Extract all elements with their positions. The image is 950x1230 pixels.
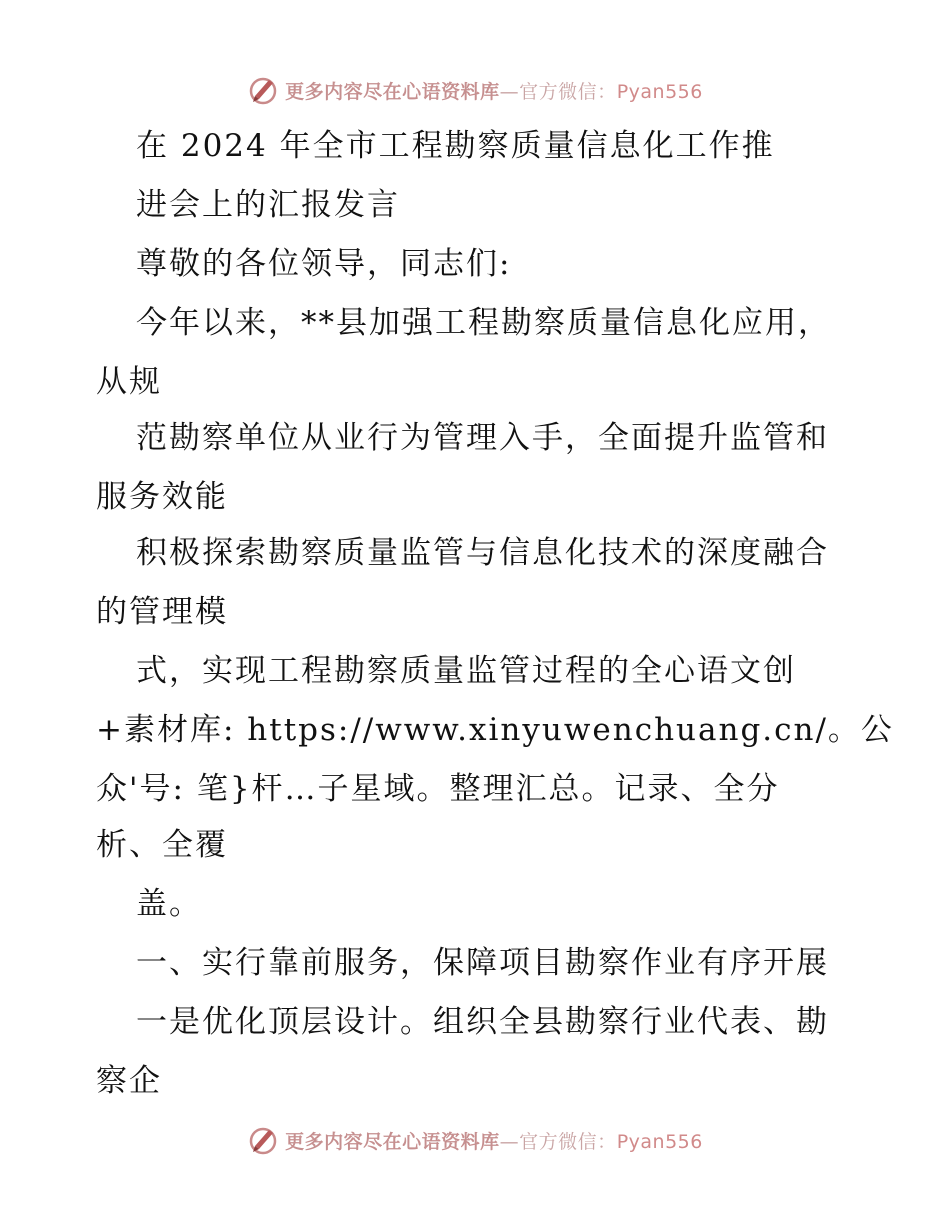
doc-paragraph-line: +素材库: https://www.xinyuwenchuang.cn/。公 <box>96 712 894 748</box>
watermark-separator: —官方微信： <box>499 80 617 103</box>
watermark-text <box>285 77 703 104</box>
doc-paragraph-line: 盖。 <box>136 886 202 922</box>
watermark-banner-top <box>0 70 950 110</box>
brush-logo-icon <box>247 1124 279 1156</box>
doc-paragraph-line: 众'号: 笔}杆…子星域。整理汇总。记录、全分 <box>96 771 780 807</box>
doc-paragraph-line: 的管理模 <box>96 594 228 630</box>
watermark-wechat-id: Pyan556 <box>616 80 703 103</box>
doc-paragraph-line: 一是优化顶层设计。组织全县勘察行业代表、勘 <box>136 1004 829 1040</box>
watermark-separator: —官方微信： <box>499 1130 617 1153</box>
doc-paragraph-line: 式，实现工程勘察质量监管过程的全心语文创 <box>136 653 796 689</box>
doc-paragraph-line: 今年以来，**县加强工程勘察质量信息化应用， <box>136 305 831 341</box>
watermark-wechat-id: Pyan556 <box>616 1130 703 1153</box>
watermark-brand: 更多内容尽在心语资料库 <box>285 80 500 103</box>
doc-title-line-1: 在 2024 年全市工程勘察质量信息化工作推 <box>136 128 775 164</box>
doc-paragraph-line: 从规 <box>96 364 162 400</box>
watermark-brand: 更多内容尽在心语资料库 <box>285 1130 500 1153</box>
doc-paragraph-line: 积极探索勘察质量监管与信息化技术的深度融合 <box>136 535 829 571</box>
watermark-banner-bottom <box>0 1120 950 1160</box>
doc-paragraph-line: 范勘察单位从业行为管理入手，全面提升监管和 <box>136 420 829 456</box>
brush-logo-icon <box>247 74 279 106</box>
doc-title-line-2: 进会上的汇报发言 <box>136 187 400 223</box>
doc-paragraph-line: 析、全覆 <box>96 827 228 863</box>
watermark-text <box>285 1127 703 1154</box>
doc-section-heading: 一、实行靠前服务，保障项目勘察作业有序开展 <box>136 945 829 981</box>
doc-salutation: 尊敬的各位领导，同志们: <box>136 246 512 282</box>
doc-paragraph-line: 察企 <box>96 1063 162 1099</box>
doc-paragraph-line: 服务效能 <box>96 479 228 515</box>
